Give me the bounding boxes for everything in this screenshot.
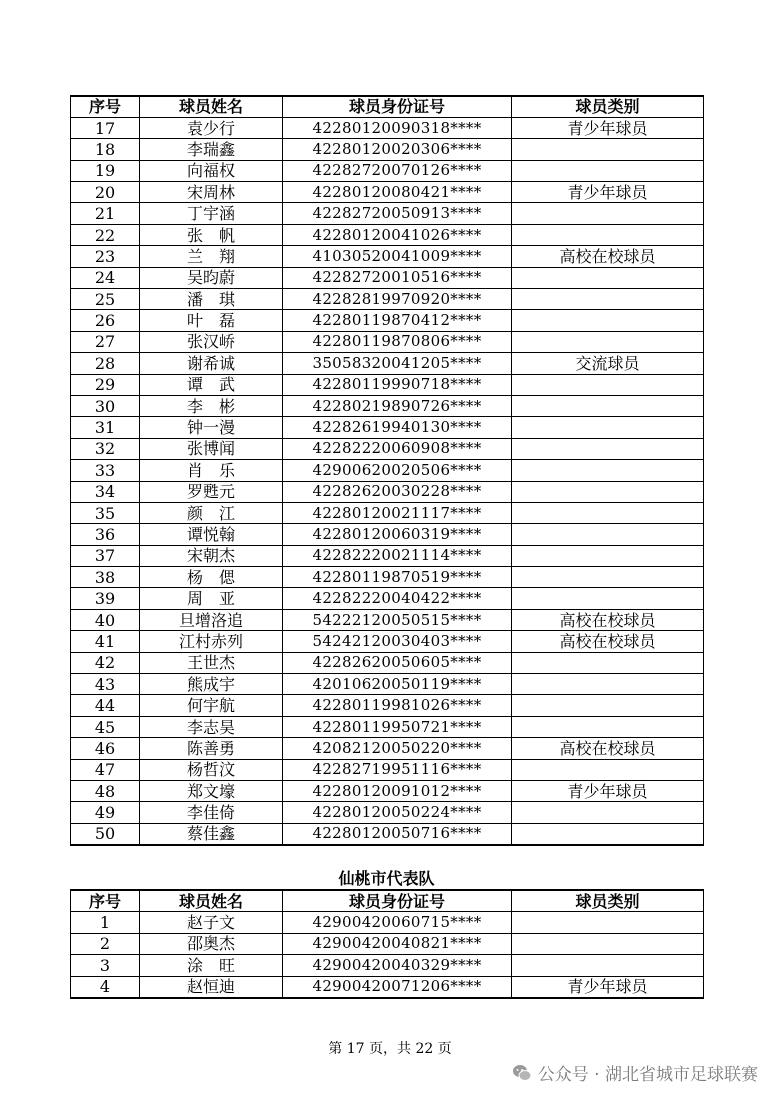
cell-name: 杨哲汶 — [140, 759, 283, 780]
table-row — [71, 117, 704, 138]
table-row — [71, 502, 704, 523]
cell-id: 42282720010516**** — [283, 267, 512, 288]
cell-id: 42280120041026**** — [283, 224, 512, 245]
cell-seq: 19 — [71, 160, 140, 181]
cell-seq: 32 — [71, 438, 140, 459]
cell-seq: 47 — [71, 759, 140, 780]
section-title-xiantao: 仙桃市代表队 — [338, 869, 435, 888]
cell-category — [512, 823, 704, 844]
cell-name: 谢希诚 — [140, 353, 283, 374]
cell-category — [512, 802, 704, 823]
cell-id: 42282220021114**** — [283, 545, 512, 566]
cell-id: 42280120050224**** — [283, 802, 512, 823]
cell-category: 青少年球员 — [512, 182, 704, 203]
cell-name: 宋朝杰 — [140, 545, 283, 566]
cell-seq: 48 — [71, 781, 140, 802]
cell-name: 邵奥杰 — [140, 933, 283, 955]
cell-name: 颜 江 — [140, 502, 283, 523]
table-row — [71, 395, 704, 416]
cell-seq: 18 — [71, 139, 140, 160]
header-id: 球员身份证号 — [283, 890, 512, 912]
cell-name: 杨 偲 — [140, 567, 283, 588]
cell-id: 42280119870412**** — [283, 310, 512, 331]
table-row — [71, 738, 704, 759]
cell-seq: 45 — [71, 716, 140, 737]
cell-name: 袁少行 — [140, 117, 283, 138]
cell-seq: 20 — [71, 182, 140, 203]
table-row — [71, 139, 704, 160]
table-row — [71, 160, 704, 181]
cell-name: 肖 乐 — [140, 460, 283, 481]
table-row — [71, 246, 704, 267]
cell-name: 兰 翔 — [140, 246, 283, 267]
table-row — [71, 781, 704, 802]
cell-name: 张汉峤 — [140, 331, 283, 352]
header-name: 球员姓名 — [140, 890, 283, 912]
cell-seq: 34 — [71, 481, 140, 502]
table-row — [71, 203, 704, 224]
cell-seq: 30 — [71, 395, 140, 416]
table-row — [71, 912, 704, 934]
cell-category — [512, 417, 704, 438]
cell-name: 王世杰 — [140, 652, 283, 673]
table-row — [71, 481, 704, 502]
table-header-row — [71, 96, 704, 117]
cell-id: 42900420071206**** — [283, 976, 512, 998]
cell-name: 熊成宇 — [140, 674, 283, 695]
cell-seq: 24 — [71, 267, 140, 288]
cell-category — [512, 716, 704, 737]
cell-id: 54242120030403**** — [283, 631, 512, 652]
table-row — [71, 567, 704, 588]
cell-category — [512, 267, 704, 288]
cell-seq: 22 — [71, 224, 140, 245]
cell-seq: 21 — [71, 203, 140, 224]
table-row — [71, 976, 704, 998]
cell-id: 42280219890726**** — [283, 395, 512, 416]
cell-seq: 23 — [71, 246, 140, 267]
table-row — [71, 438, 704, 459]
cell-category — [512, 310, 704, 331]
cell-name: 李佳倚 — [140, 802, 283, 823]
table-row — [71, 353, 704, 374]
cell-id: 42280119870806**** — [283, 331, 512, 352]
cell-id: 42280120091012**** — [283, 781, 512, 802]
cell-id: 42280119950721**** — [283, 716, 512, 737]
table-row — [71, 609, 704, 630]
cell-seq: 40 — [71, 609, 140, 630]
cell-name: 钟一漫 — [140, 417, 283, 438]
cell-name: 涂 旺 — [140, 955, 283, 977]
cell-name: 罗甦元 — [140, 481, 283, 502]
table-row — [71, 933, 704, 955]
table-row — [71, 759, 704, 780]
cell-name: 宋周林 — [140, 182, 283, 203]
table-row — [71, 716, 704, 737]
table-row — [71, 267, 704, 288]
cell-name: 向福权 — [140, 160, 283, 181]
cell-name: 张博闻 — [140, 438, 283, 459]
cell-name: 何宇航 — [140, 695, 283, 716]
cell-seq: 31 — [71, 417, 140, 438]
table-row — [71, 289, 704, 310]
table-row — [71, 331, 704, 352]
cell-id: 42900620020506**** — [283, 460, 512, 481]
cell-category — [512, 438, 704, 459]
wechat-icon — [512, 1063, 532, 1083]
header-name: 球员姓名 — [140, 96, 283, 117]
cell-category: 青少年球员 — [512, 781, 704, 802]
cell-category — [512, 289, 704, 310]
cell-category — [512, 588, 704, 609]
cell-seq: 26 — [71, 310, 140, 331]
cell-id: 42282620030228**** — [283, 481, 512, 502]
cell-category: 高校在校球员 — [512, 738, 704, 759]
cell-name: 吴昀蔚 — [140, 267, 283, 288]
cell-id: 35058320041205**** — [283, 353, 512, 374]
cell-name: 张 帆 — [140, 224, 283, 245]
table-row — [71, 955, 704, 977]
cell-name: 李瑞鑫 — [140, 139, 283, 160]
cell-id: 54222120050515**** — [283, 609, 512, 630]
cell-id: 42282720070126**** — [283, 160, 512, 181]
cell-name: 赵恒迪 — [140, 976, 283, 998]
cell-category — [512, 395, 704, 416]
table-row — [71, 182, 704, 203]
cell-id: 42280120090318**** — [283, 117, 512, 138]
cell-seq: 27 — [71, 331, 140, 352]
table-row — [71, 224, 704, 245]
cell-name: 旦增洛追 — [140, 609, 283, 630]
table-row — [71, 545, 704, 566]
cell-seq: 29 — [71, 374, 140, 395]
cell-id: 42280119870519**** — [283, 567, 512, 588]
cell-seq: 25 — [71, 289, 140, 310]
cell-seq: 2 — [71, 933, 140, 955]
header-category: 球员类别 — [512, 890, 704, 912]
cell-id: 42900420040329**** — [283, 955, 512, 977]
table-row — [71, 417, 704, 438]
cell-seq: 36 — [71, 524, 140, 545]
table-row — [71, 652, 704, 673]
cell-category — [512, 955, 704, 977]
cell-id: 42282720050913**** — [283, 203, 512, 224]
cell-name: 江村赤列 — [140, 631, 283, 652]
cell-seq: 39 — [71, 588, 140, 609]
cell-name: 郑文壕 — [140, 781, 283, 802]
cell-category: 青少年球员 — [512, 976, 704, 998]
cell-seq: 4 — [71, 976, 140, 998]
cell-category — [512, 652, 704, 673]
cell-seq: 28 — [71, 353, 140, 374]
cell-category: 青少年球员 — [512, 117, 704, 138]
cell-id: 41030520041009**** — [283, 246, 512, 267]
table-row — [71, 823, 704, 844]
cell-id: 42010620050119**** — [283, 674, 512, 695]
cell-name: 李志昊 — [140, 716, 283, 737]
table-row — [71, 524, 704, 545]
cell-id: 42280120020306**** — [283, 139, 512, 160]
cell-category — [512, 374, 704, 395]
table-row — [71, 374, 704, 395]
cell-seq: 50 — [71, 823, 140, 844]
cell-seq: 41 — [71, 631, 140, 652]
cell-name: 周 亚 — [140, 588, 283, 609]
cell-seq: 46 — [71, 738, 140, 759]
header-seq: 序号 — [71, 890, 140, 912]
cell-name: 蔡佳鑫 — [140, 823, 283, 844]
cell-seq: 17 — [71, 117, 140, 138]
roster-table-2 — [70, 889, 704, 999]
cell-name: 叶 磊 — [140, 310, 283, 331]
cell-seq: 3 — [71, 955, 140, 977]
cell-category — [512, 331, 704, 352]
cell-id: 42282220040422**** — [283, 588, 512, 609]
cell-category — [512, 674, 704, 695]
cell-category — [512, 224, 704, 245]
cell-id: 42282619940130**** — [283, 417, 512, 438]
cell-seq: 33 — [71, 460, 140, 481]
cell-seq: 35 — [71, 502, 140, 523]
watermark — [512, 1060, 758, 1085]
cell-category — [512, 139, 704, 160]
header-seq: 序号 — [71, 96, 140, 117]
cell-category: 高校在校球员 — [512, 246, 704, 267]
cell-seq: 37 — [71, 545, 140, 566]
cell-id: 42280119981026**** — [283, 695, 512, 716]
table-row — [71, 802, 704, 823]
cell-name: 潘 琪 — [140, 289, 283, 310]
cell-category — [512, 695, 704, 716]
page-footer: 第 17 页，共 22 页 — [328, 1041, 452, 1057]
cell-id: 42282719951116**** — [283, 759, 512, 780]
cell-name: 李 彬 — [140, 395, 283, 416]
cell-category: 高校在校球员 — [512, 631, 704, 652]
cell-seq: 38 — [71, 567, 140, 588]
cell-name: 谭 武 — [140, 374, 283, 395]
cell-seq: 43 — [71, 674, 140, 695]
cell-name: 谭悦翰 — [140, 524, 283, 545]
table-row — [71, 674, 704, 695]
header-id: 球员身份证号 — [283, 96, 512, 117]
cell-category — [512, 912, 704, 934]
cell-id: 42280120021117**** — [283, 502, 512, 523]
cell-seq: 49 — [71, 802, 140, 823]
header-category: 球员类别 — [512, 96, 704, 117]
cell-category — [512, 759, 704, 780]
cell-id: 42282620050605**** — [283, 652, 512, 673]
table-row — [71, 460, 704, 481]
cell-category — [512, 545, 704, 566]
cell-id: 42900420040821**** — [283, 933, 512, 955]
cell-id: 42280119990718**** — [283, 374, 512, 395]
cell-id: 42082120050220**** — [283, 738, 512, 759]
cell-category — [512, 502, 704, 523]
cell-id: 42282819970920**** — [283, 289, 512, 310]
cell-category — [512, 524, 704, 545]
cell-category: 高校在校球员 — [512, 609, 704, 630]
cell-seq: 42 — [71, 652, 140, 673]
cell-seq: 1 — [71, 912, 140, 934]
cell-category: 交流球员 — [512, 353, 704, 374]
cell-name: 陈善勇 — [140, 738, 283, 759]
table-header-row — [71, 890, 704, 912]
cell-category — [512, 481, 704, 502]
cell-id: 42282220060908**** — [283, 438, 512, 459]
cell-id: 42280120060319**** — [283, 524, 512, 545]
table-row — [71, 695, 704, 716]
roster-table-1 — [70, 95, 704, 846]
cell-category — [512, 567, 704, 588]
cell-seq: 44 — [71, 695, 140, 716]
cell-name: 丁宇涵 — [140, 203, 283, 224]
cell-category — [512, 203, 704, 224]
watermark-text: 公众号 · 湖北省城市足球联赛 — [537, 1065, 758, 1085]
cell-category — [512, 160, 704, 181]
cell-id: 42280120050716**** — [283, 823, 512, 844]
cell-name: 赵子文 — [140, 912, 283, 934]
cell-category — [512, 460, 704, 481]
cell-category — [512, 933, 704, 955]
table-row — [71, 310, 704, 331]
cell-id: 42900420060715**** — [283, 912, 512, 934]
cell-id: 42280120080421**** — [283, 182, 512, 203]
table-row — [71, 588, 704, 609]
table-row — [71, 631, 704, 652]
